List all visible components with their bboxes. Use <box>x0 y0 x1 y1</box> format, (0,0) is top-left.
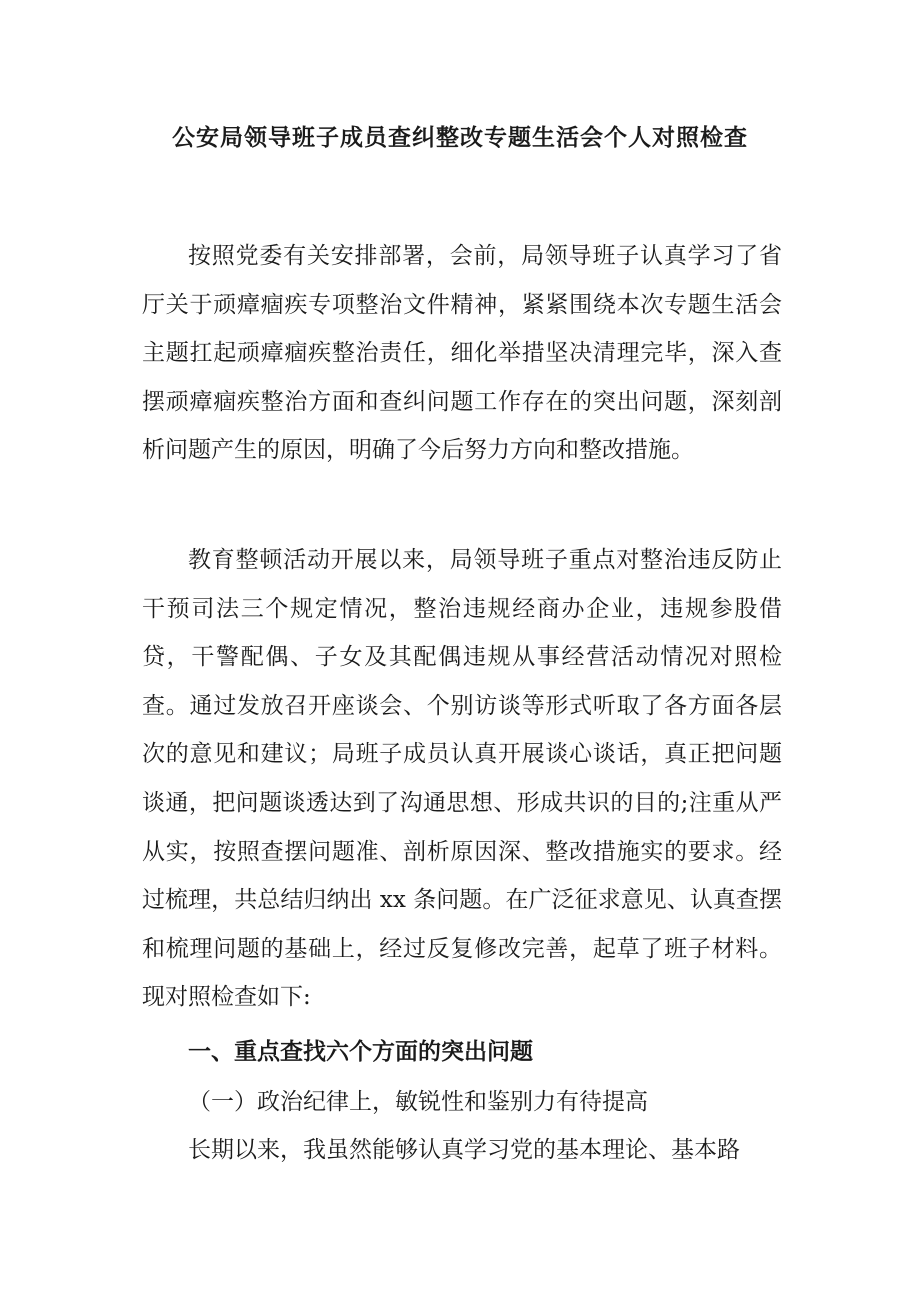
paragraph-text: 教育整顿活动开展以来，局领导班子重点对整治违反防止干预司法三个规定情况，整治违规经商办企业，违规参股借贷，干警配偶、子女及其配偶违规从事经营活动情况对照检查。通过发放召开座谈会、个别访谈等形式听取了各方面各层次的意见和建议；局班子成员认真开展谈心谈话，真正把问题谈通，把问题谈透达到了沟通思想、形成共识的目的;注重从严从实，按照查摆问题准、剖析原因深、整改措施实的要求。经过梳理，共总结归纳出 xx 条问题。在广泛征求意见、认真查摆和梳理问题的基础上，经过反复修改完善，起草了班子材料。现对照检查如下: <box>142 547 782 1011</box>
paragraph-3-first-line: 长期以来，我虽然能够认真学习党的基本理论、基本路 <box>188 1137 740 1163</box>
subsection-heading: （一）政治纪律上，敏锐性和鉴别力有待提高 <box>188 1089 648 1115</box>
section-heading: 一、重点查找六个方面的突出问题 <box>188 1038 533 1065</box>
paragraph-1 <box>142 232 782 475</box>
paragraph-text: 按照党委有关安排部署，会前，局领导班子认真学习了省厅关于顽瘴痼疾专项整治文件精神，紧紧围绕本次专题生活会主题扛起顽瘴痼疾整治责任，细化举措坚决清理完毕，深入查摆顽瘴痼疾整治方面和查纠问题工作存在的突出问题，深刻剖析问题产生的原因，明确了今后努力方向和整改措施。 <box>142 243 782 464</box>
paragraph-2 <box>142 536 782 1022</box>
document-title: 公安局领导班子成员查纠整改专题生活会个人对照检查 <box>172 124 748 151</box>
